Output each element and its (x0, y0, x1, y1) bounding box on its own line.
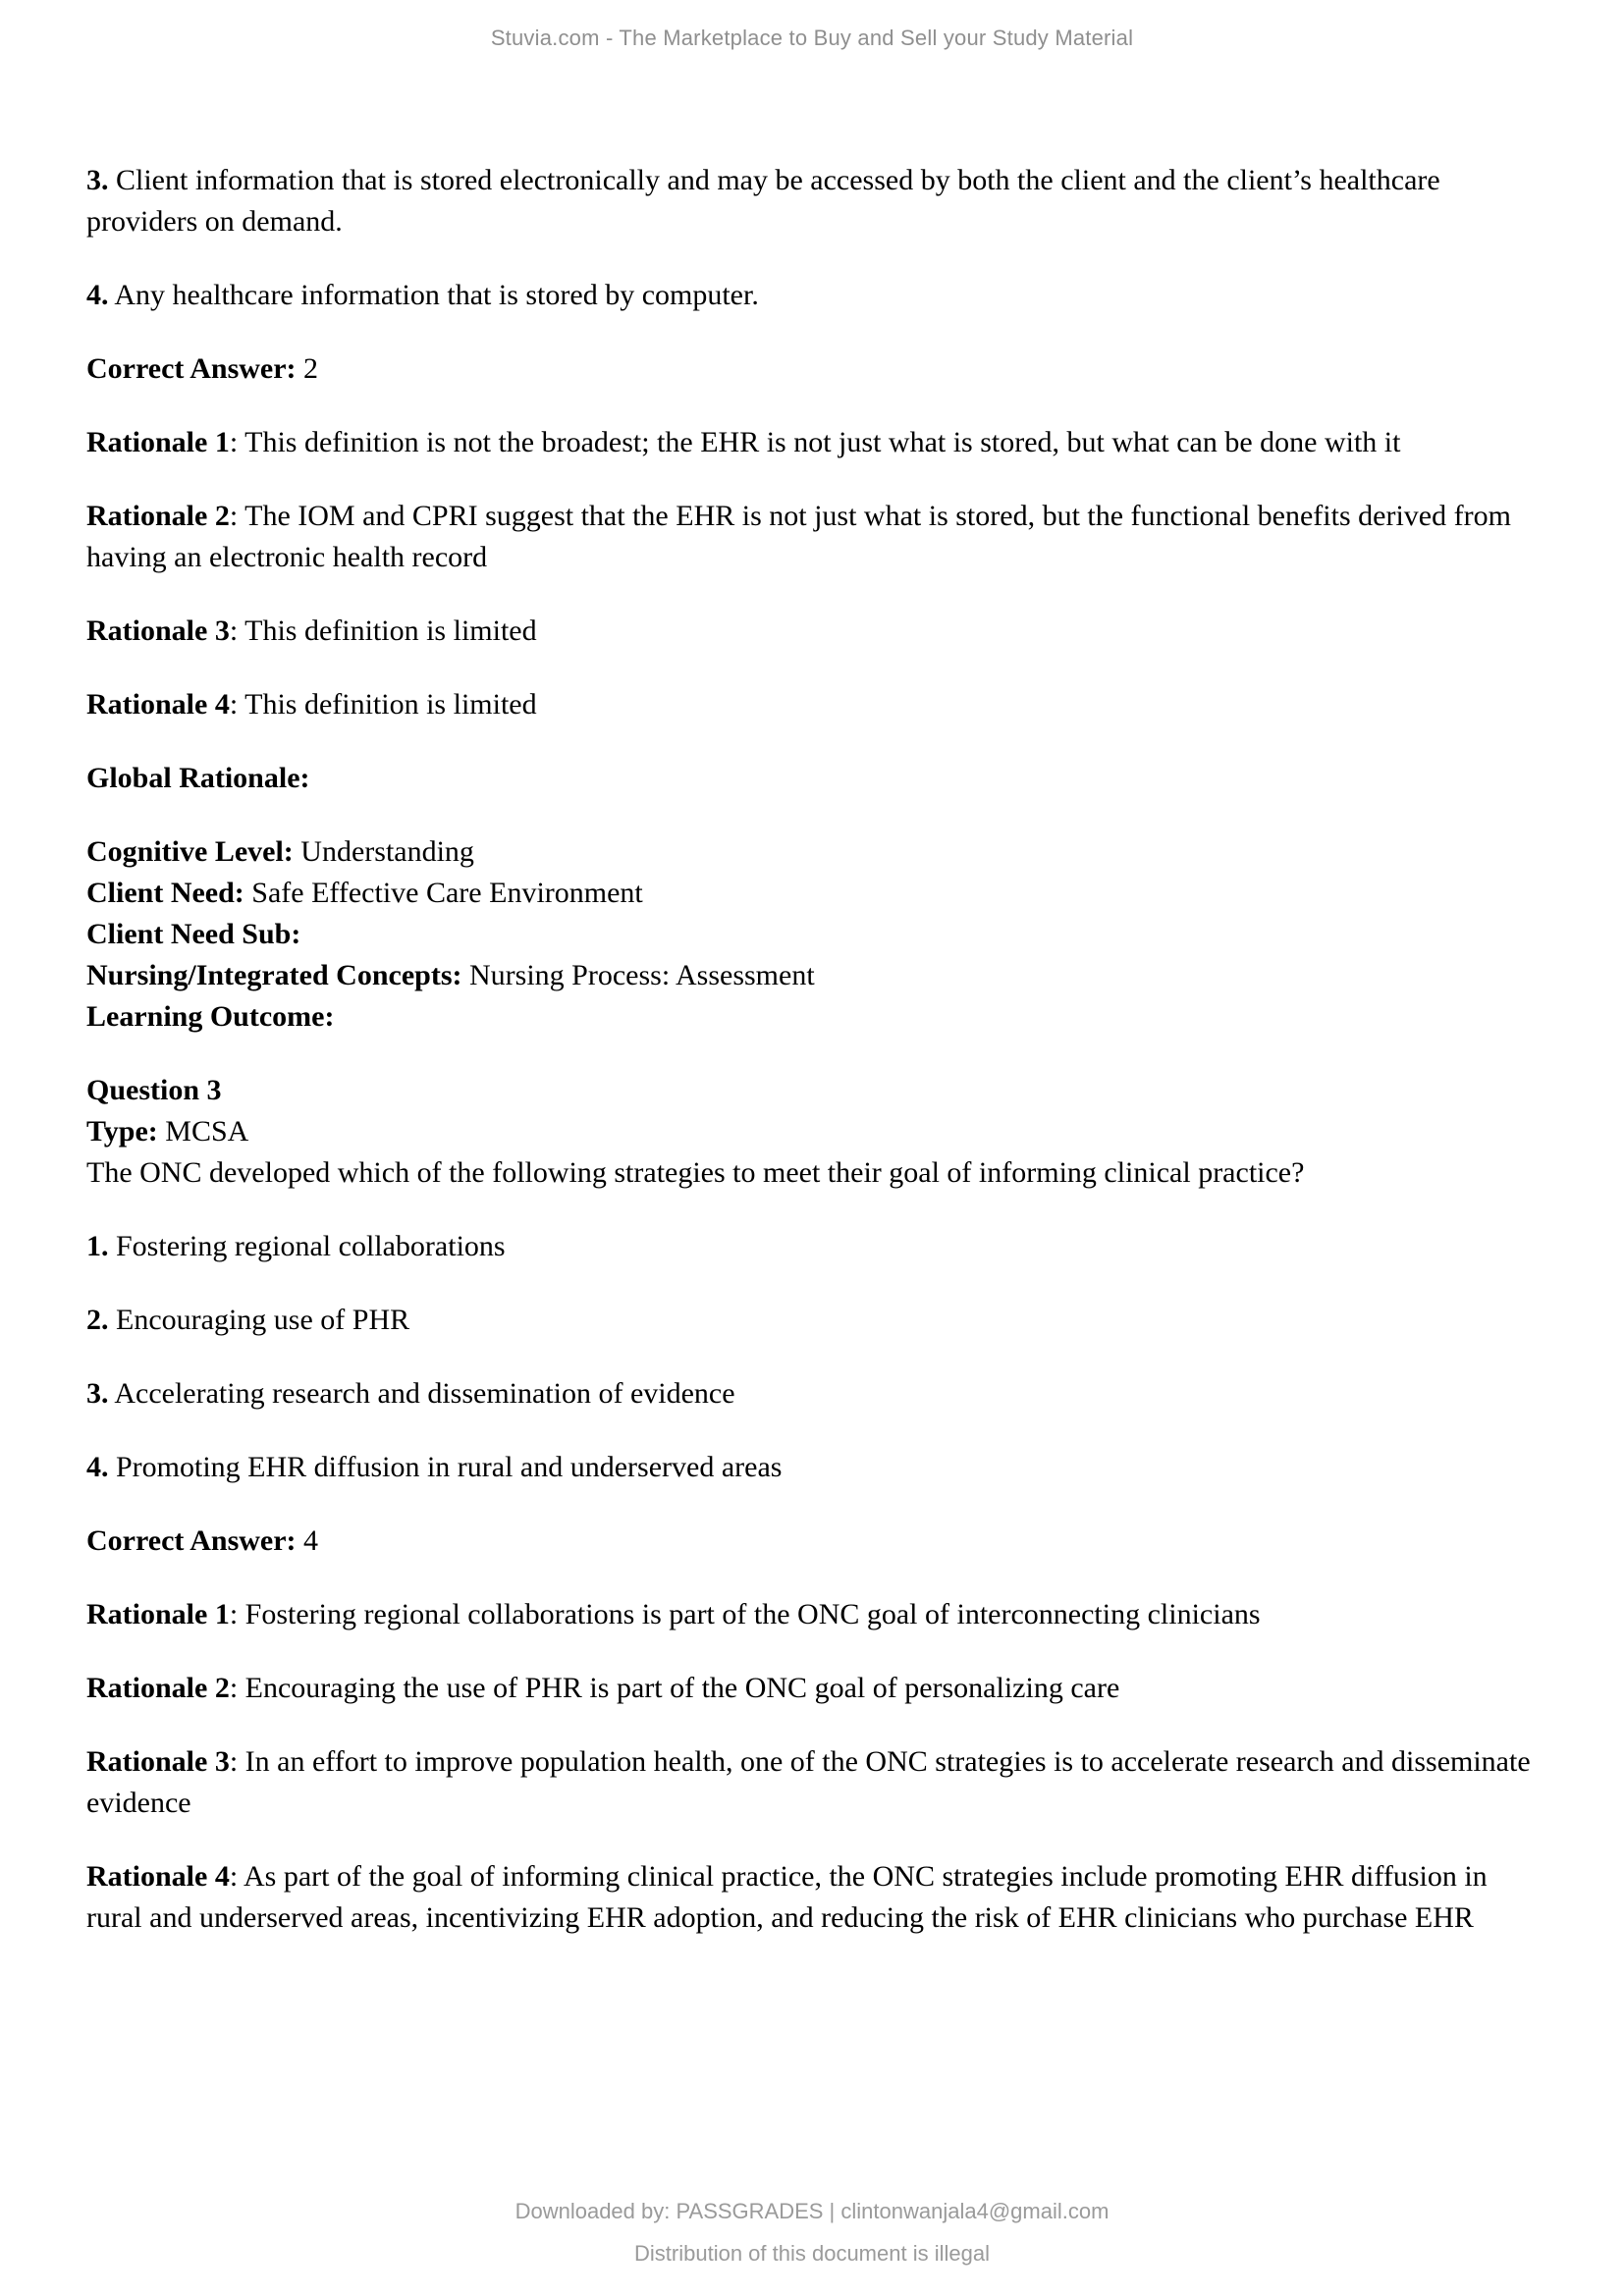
text-line: Cognitive Level: Understanding (86, 835, 474, 868)
paragraph (86, 1226, 1540, 1267)
text-line: Rationale 2: The IOM and CPRI suggest that the EHR is not just what is stored, but the functional benefits derived from having an electronic health record (86, 500, 1511, 573)
text-line: 2. Encouraging use of PHR (86, 1304, 410, 1336)
paragraph (86, 1741, 1540, 1824)
footer-warning: Distribution of this document is illegal (634, 2241, 990, 2266)
paragraph (86, 1373, 1540, 1415)
text-line: 4. Any healthcare information that is stored by computer. (86, 279, 759, 311)
text-line: Rationale 2: Encouraging the use of PHR is part of the ONC goal of personalizing care (86, 1672, 1120, 1704)
paragraph (86, 1300, 1540, 1341)
footer-downloaded-by: Downloaded by: PASSGRADES | clintonwanjala4@gmail.com (514, 2199, 1110, 2223)
text-line: Correct Answer: 4 (86, 1524, 319, 1557)
paragraph (86, 160, 1540, 242)
text-line: Correct Answer: 2 (86, 352, 319, 385)
text-line: 4. Promoting EHR diffusion in rural and underserved areas (86, 1451, 783, 1483)
text-line: Type: MCSA (86, 1115, 249, 1148)
text-line: 1. Fostering regional collaborations (86, 1230, 506, 1262)
text-line: Question 3 (86, 1074, 222, 1106)
paragraph (86, 1594, 1540, 1635)
paragraph (86, 1447, 1540, 1488)
paragraph (86, 496, 1540, 578)
text-line: Rationale 3: In an effort to improve population health, one of the ONC strategies is to accelerate research and disseminate evidence (86, 1745, 1531, 1819)
document-body (86, 160, 1540, 1971)
text-line: The ONC developed which of the following strategies to meet their goal of informing clinical practice? (86, 1156, 1305, 1189)
paragraph (86, 1070, 1540, 1194)
page-footer (0, 2199, 1624, 2267)
paragraph (86, 348, 1540, 390)
paragraph (86, 831, 1540, 1038)
paragraph (86, 684, 1540, 725)
text-line: Learning Outcome: (86, 1000, 335, 1033)
text-line: Client Need Sub: (86, 918, 301, 950)
paragraph (86, 275, 1540, 316)
paragraph (86, 1668, 1540, 1709)
paragraph (86, 611, 1540, 652)
text-line: Global Rationale: (86, 762, 310, 794)
text-line: Rationale 1: Fostering regional collaborations is part of the ONC goal of interconnecting clinicians (86, 1598, 1261, 1630)
paragraph (86, 1856, 1540, 1939)
text-line: Rationale 1: This definition is not the broadest; the EHR is not just what is stored, but what can be done with it (86, 426, 1401, 458)
text-line: Rationale 4: This definition is limited (86, 688, 537, 721)
paragraph (86, 422, 1540, 463)
text-line: Rationale 3: This definition is limited (86, 614, 537, 647)
text-line: Rationale 4: As part of the goal of informing clinical practice, the ONC strategies include promoting EHR diffusion in rural and underserved areas, incentivizing EHR adoption, and reducing the risk of EHR clinicians who purchase EHR (86, 1860, 1488, 1934)
text-line: 3. Client information that is stored electronically and may be accessed by both the client and the client’s healthcare providers on demand. (86, 164, 1440, 238)
text-line: Nursing/Integrated Concepts: Nursing Process: Assessment (86, 959, 815, 991)
paragraph (86, 758, 1540, 799)
paragraph (86, 1521, 1540, 1562)
text-line: Client Need: Safe Effective Care Environment (86, 877, 643, 909)
page-header-watermark: Stuvia.com - The Marketplace to Buy and Sell your Study Material (490, 26, 1134, 50)
text-line: 3. Accelerating research and dissemination of evidence (86, 1377, 735, 1410)
